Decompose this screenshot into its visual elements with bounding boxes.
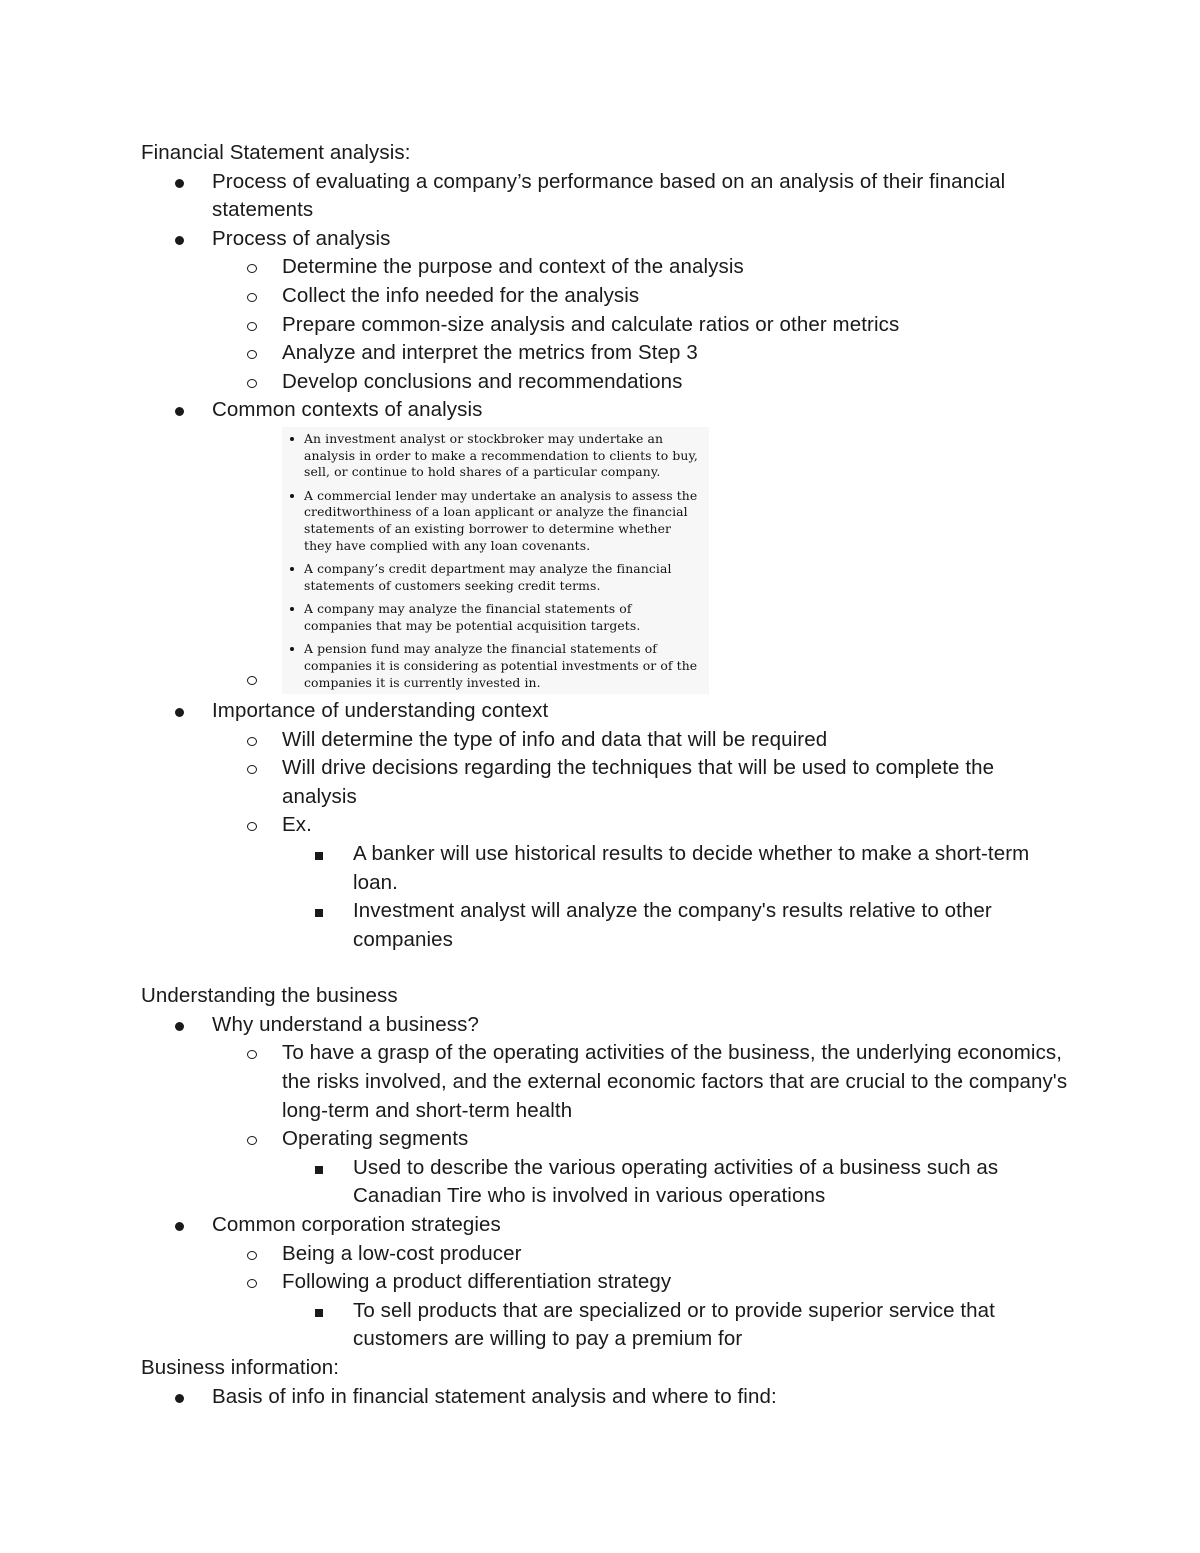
textbook-excerpt-image (282, 427, 709, 694)
bullet-dot-icon (175, 697, 184, 726)
document-body (141, 139, 1071, 1411)
bullet-circle-icon (247, 311, 257, 340)
paragraph-spacer (141, 954, 1071, 982)
excerpt-item: A pension fund may analyze the financial statements of companies it is considering as potential investments or of the companies it is currently invested in. (288, 641, 701, 691)
list-item: Process of evaluating a company’s performance based on an analysis of their financial statements (141, 168, 1071, 225)
list-item: To have a grasp of the operating activities of the business, the underlying economics, the risks involved, and the external economic factors that are crucial to the company's long-term and short-term health (141, 1039, 1071, 1125)
bullet-dot-icon (175, 1011, 184, 1040)
bullet-dot-icon (290, 437, 294, 441)
list-item: Analyze and interpret the metrics from Step 3 (141, 339, 1071, 368)
list-item: Will drive decisions regarding the techniques that will be used to complete the analysis (141, 754, 1071, 811)
bullet-circle-icon (247, 1039, 257, 1068)
list-item: Collect the info needed for the analysis (141, 282, 1071, 311)
list-item: Develop conclusions and recommendations (141, 368, 1071, 397)
bullet-list (141, 168, 1071, 955)
list-item: Common corporation strategies (141, 1211, 1071, 1240)
bullet-square-icon (315, 1154, 323, 1183)
bullet-dot-icon (175, 168, 184, 197)
bullet-dot-icon (175, 1211, 184, 1240)
bullet-dot-icon (175, 1383, 184, 1412)
list-item: Why understand a business? (141, 1011, 1071, 1040)
list-item: Common contexts of analysis (141, 396, 1071, 425)
list-item: Used to describe the various operating activities of a business such as Canadian Tire who is involved in various operations (141, 1154, 1071, 1211)
bullet-circle-icon (247, 726, 257, 755)
bullet-dot-icon (175, 225, 184, 254)
section-heading-understanding-business: Understanding the business (141, 984, 398, 1008)
bullet-dot-icon (175, 396, 184, 425)
excerpt-item: A commercial lender may undertake an analysis to assess the creditworthiness of a loan applicant or analyze the financial statements of an existing borrower to determine whether they have complied with any loan covenants. (288, 488, 701, 554)
bullet-circle-icon (247, 1268, 257, 1297)
bullet-dot-icon (290, 647, 294, 651)
bullet-circle-icon (247, 253, 257, 282)
list-item: To sell products that are specialized or to provide superior service that customers are willing to pay a premium for (141, 1297, 1071, 1354)
section-heading-financial-statement-analysis: Financial Statement analysis: (141, 141, 411, 164)
list-item: Determine the purpose and context of the analysis (141, 253, 1071, 282)
excerpt-item: An investment analyst or stockbroker may undertake an analysis in order to make a recommendation to clients to buy, sell, or continue to hold shares of a particular company. (288, 431, 701, 481)
list-item: Prepare common-size analysis and calculate ratios or other metrics (141, 311, 1071, 340)
list-item: Investment analyst will analyze the company's results relative to other companies (141, 897, 1071, 954)
list-item: Following a product differentiation strategy (141, 1268, 1071, 1297)
bullet-square-icon (315, 897, 323, 926)
section-heading-business-information: Business information: (141, 1356, 340, 1379)
bullet-circle-icon (247, 811, 257, 840)
list-item: Importance of understanding context (141, 697, 1071, 726)
bullet-dot-icon (290, 494, 294, 498)
bullet-dot-icon (290, 607, 294, 611)
bullet-square-icon (315, 840, 323, 869)
bullet-circle-icon (247, 1125, 257, 1154)
list-item: Being a low-cost producer (141, 1240, 1071, 1269)
excerpt-item: A company may analyze the financial statements of companies that may be potential acquisition targets. (288, 601, 701, 634)
list-item: Basis of info in financial statement analysis and where to find: (141, 1383, 1071, 1412)
bullet-circle-icon (247, 1240, 257, 1269)
bullet-list (141, 1011, 1071, 1354)
bullet-dot-icon (290, 567, 294, 571)
excerpt-item: A company’s credit department may analyze the financial statements of customers seeking credit terms. (288, 561, 701, 594)
bullet-circle-icon (247, 339, 257, 368)
bullet-square-icon (315, 1297, 323, 1326)
bullet-circle-icon (247, 368, 257, 397)
list-item: Process of analysis (141, 225, 1071, 254)
list-item: Operating segments (141, 1125, 1071, 1154)
list-item: Ex. (141, 811, 1071, 840)
bullet-list (141, 1383, 1071, 1412)
bullet-circle-icon (247, 282, 257, 311)
bullet-circle-icon (247, 754, 257, 783)
list-item-image (141, 425, 1071, 697)
bullet-circle-icon (247, 665, 257, 694)
list-item: A banker will use historical results to decide whether to make a short-term loan. (141, 840, 1071, 897)
list-item: Will determine the type of info and data that will be required (141, 726, 1071, 755)
